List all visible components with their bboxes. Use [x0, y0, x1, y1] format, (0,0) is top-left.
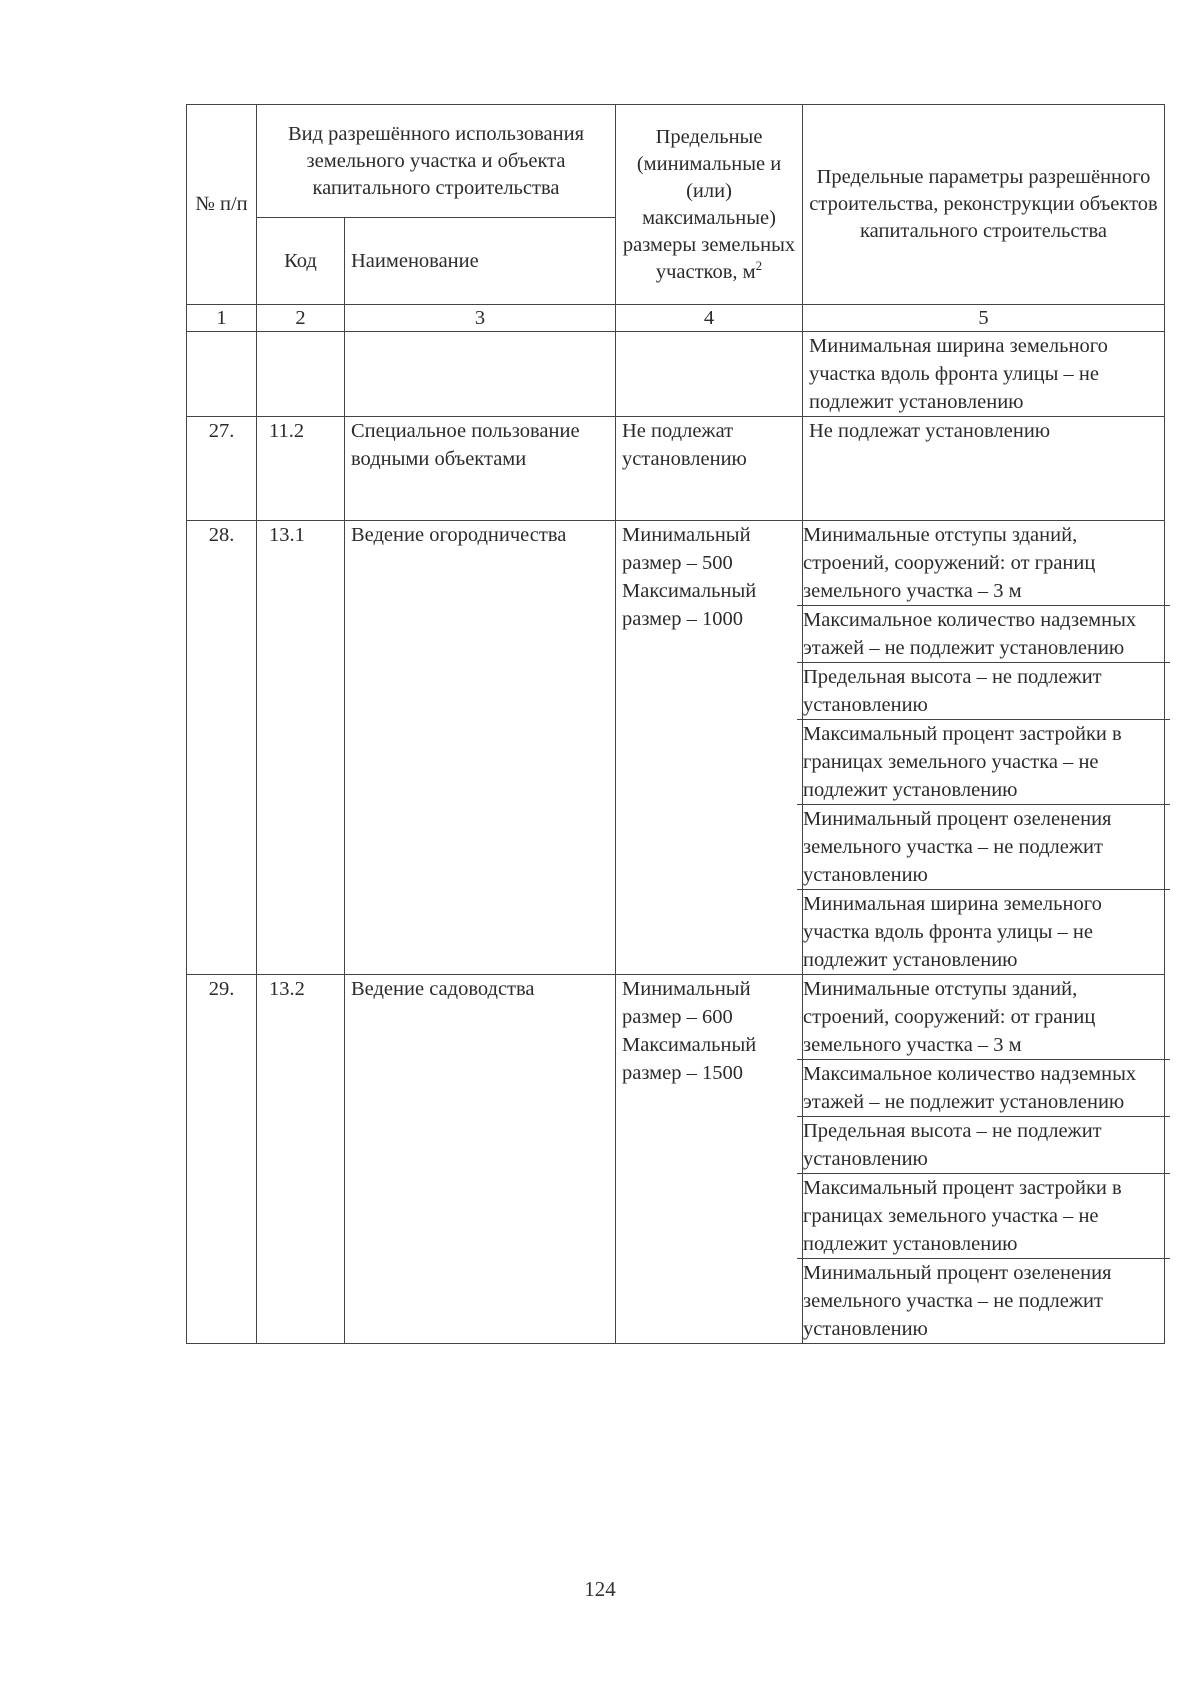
param-item: Минимальные отступы зданий, строений, сооружений: от границ земельного участка – 3 м [797, 521, 1170, 606]
header-name: Наименование [345, 218, 616, 305]
row-num: 28. [187, 521, 257, 975]
header-vri-group: Вид разрешённого использования земельного участка и объекта капитального строительства [257, 105, 616, 218]
param-item: Минимальный процент озеленения земельного участка – не подлежит установлению [797, 805, 1170, 890]
param-item: Минимальная ширина земельного участка вдоль фронта улицы – не подлежит установлению [803, 893, 1102, 971]
page-number: 124 [584, 1577, 616, 1601]
param-item: Минимальная ширина земельного участка вдоль фронта улицы – не подлежит установлению [809, 335, 1108, 413]
table-header [187, 105, 1165, 332]
param-item: Предельная высота – не подлежит установлению [797, 1117, 1170, 1174]
row-sizes: Минимальный размер – 600 Максимальный размер – 1500 [616, 975, 803, 1344]
header-params: Предельные параметры разрешённого строительства, реконструкции объектов капитального строительства [803, 105, 1165, 305]
header-sizes-sup: 2 [755, 257, 763, 273]
header-num: № п/п [187, 105, 257, 305]
row-name: Специальное пользование водными объектами [345, 417, 616, 521]
table-row [187, 417, 1165, 521]
header-sizes-text: Предельные (минимальные и (или) максимальные) размеры земельных участков, м [622, 125, 796, 283]
param-item: Максимальное количество надземных этажей – не подлежит установлению [797, 1060, 1170, 1117]
params-cell [803, 975, 1165, 1344]
row-name: Ведение огородничества [345, 521, 616, 975]
table-row [187, 975, 1165, 1344]
header-sizes [616, 105, 803, 305]
param-item: Максимальный процент застройки в границах земельного участка – не подлежит установлению [797, 720, 1170, 805]
regulations-table [186, 104, 1165, 1344]
row-code: 11.2 [257, 417, 345, 521]
row-sizes: Минимальный размер – 500 Максимальный размер – 1000 [616, 521, 803, 975]
param-item: Не подлежат установлению [809, 420, 1051, 442]
col-number: 2 [257, 305, 345, 332]
row-num: 27. [187, 417, 257, 521]
params-cell [803, 521, 1165, 975]
table-row [187, 521, 1165, 975]
col-number: 3 [345, 305, 616, 332]
param-item: Минимальный процент озеленения земельного участка – не подлежит установлению [803, 1262, 1112, 1340]
params-cell [803, 332, 1165, 417]
param-item: Максимальный процент застройки в границах земельного участка – не подлежит установлению [797, 1174, 1170, 1259]
row-code: 13.2 [257, 975, 345, 1344]
header-code: Код [257, 218, 345, 305]
param-item: Максимальное количество надземных этажей – не подлежит установлению [797, 606, 1170, 663]
row-code: 13.1 [257, 521, 345, 975]
col-number: 1 [187, 305, 257, 332]
params-cell [803, 417, 1165, 521]
row-num: 29. [187, 975, 257, 1344]
col-number: 4 [616, 305, 803, 332]
column-number-row [187, 305, 1165, 332]
table-row-continuation [187, 332, 1165, 417]
col-number: 5 [803, 305, 1165, 332]
row-name: Ведение садоводства [345, 975, 616, 1344]
row-sizes: Не подлежат установлению [616, 417, 803, 521]
param-item: Предельная высота – не подлежит установлению [797, 663, 1170, 720]
param-item: Минимальные отступы зданий, строений, сооружений: от границ земельного участка – 3 м [797, 975, 1170, 1060]
